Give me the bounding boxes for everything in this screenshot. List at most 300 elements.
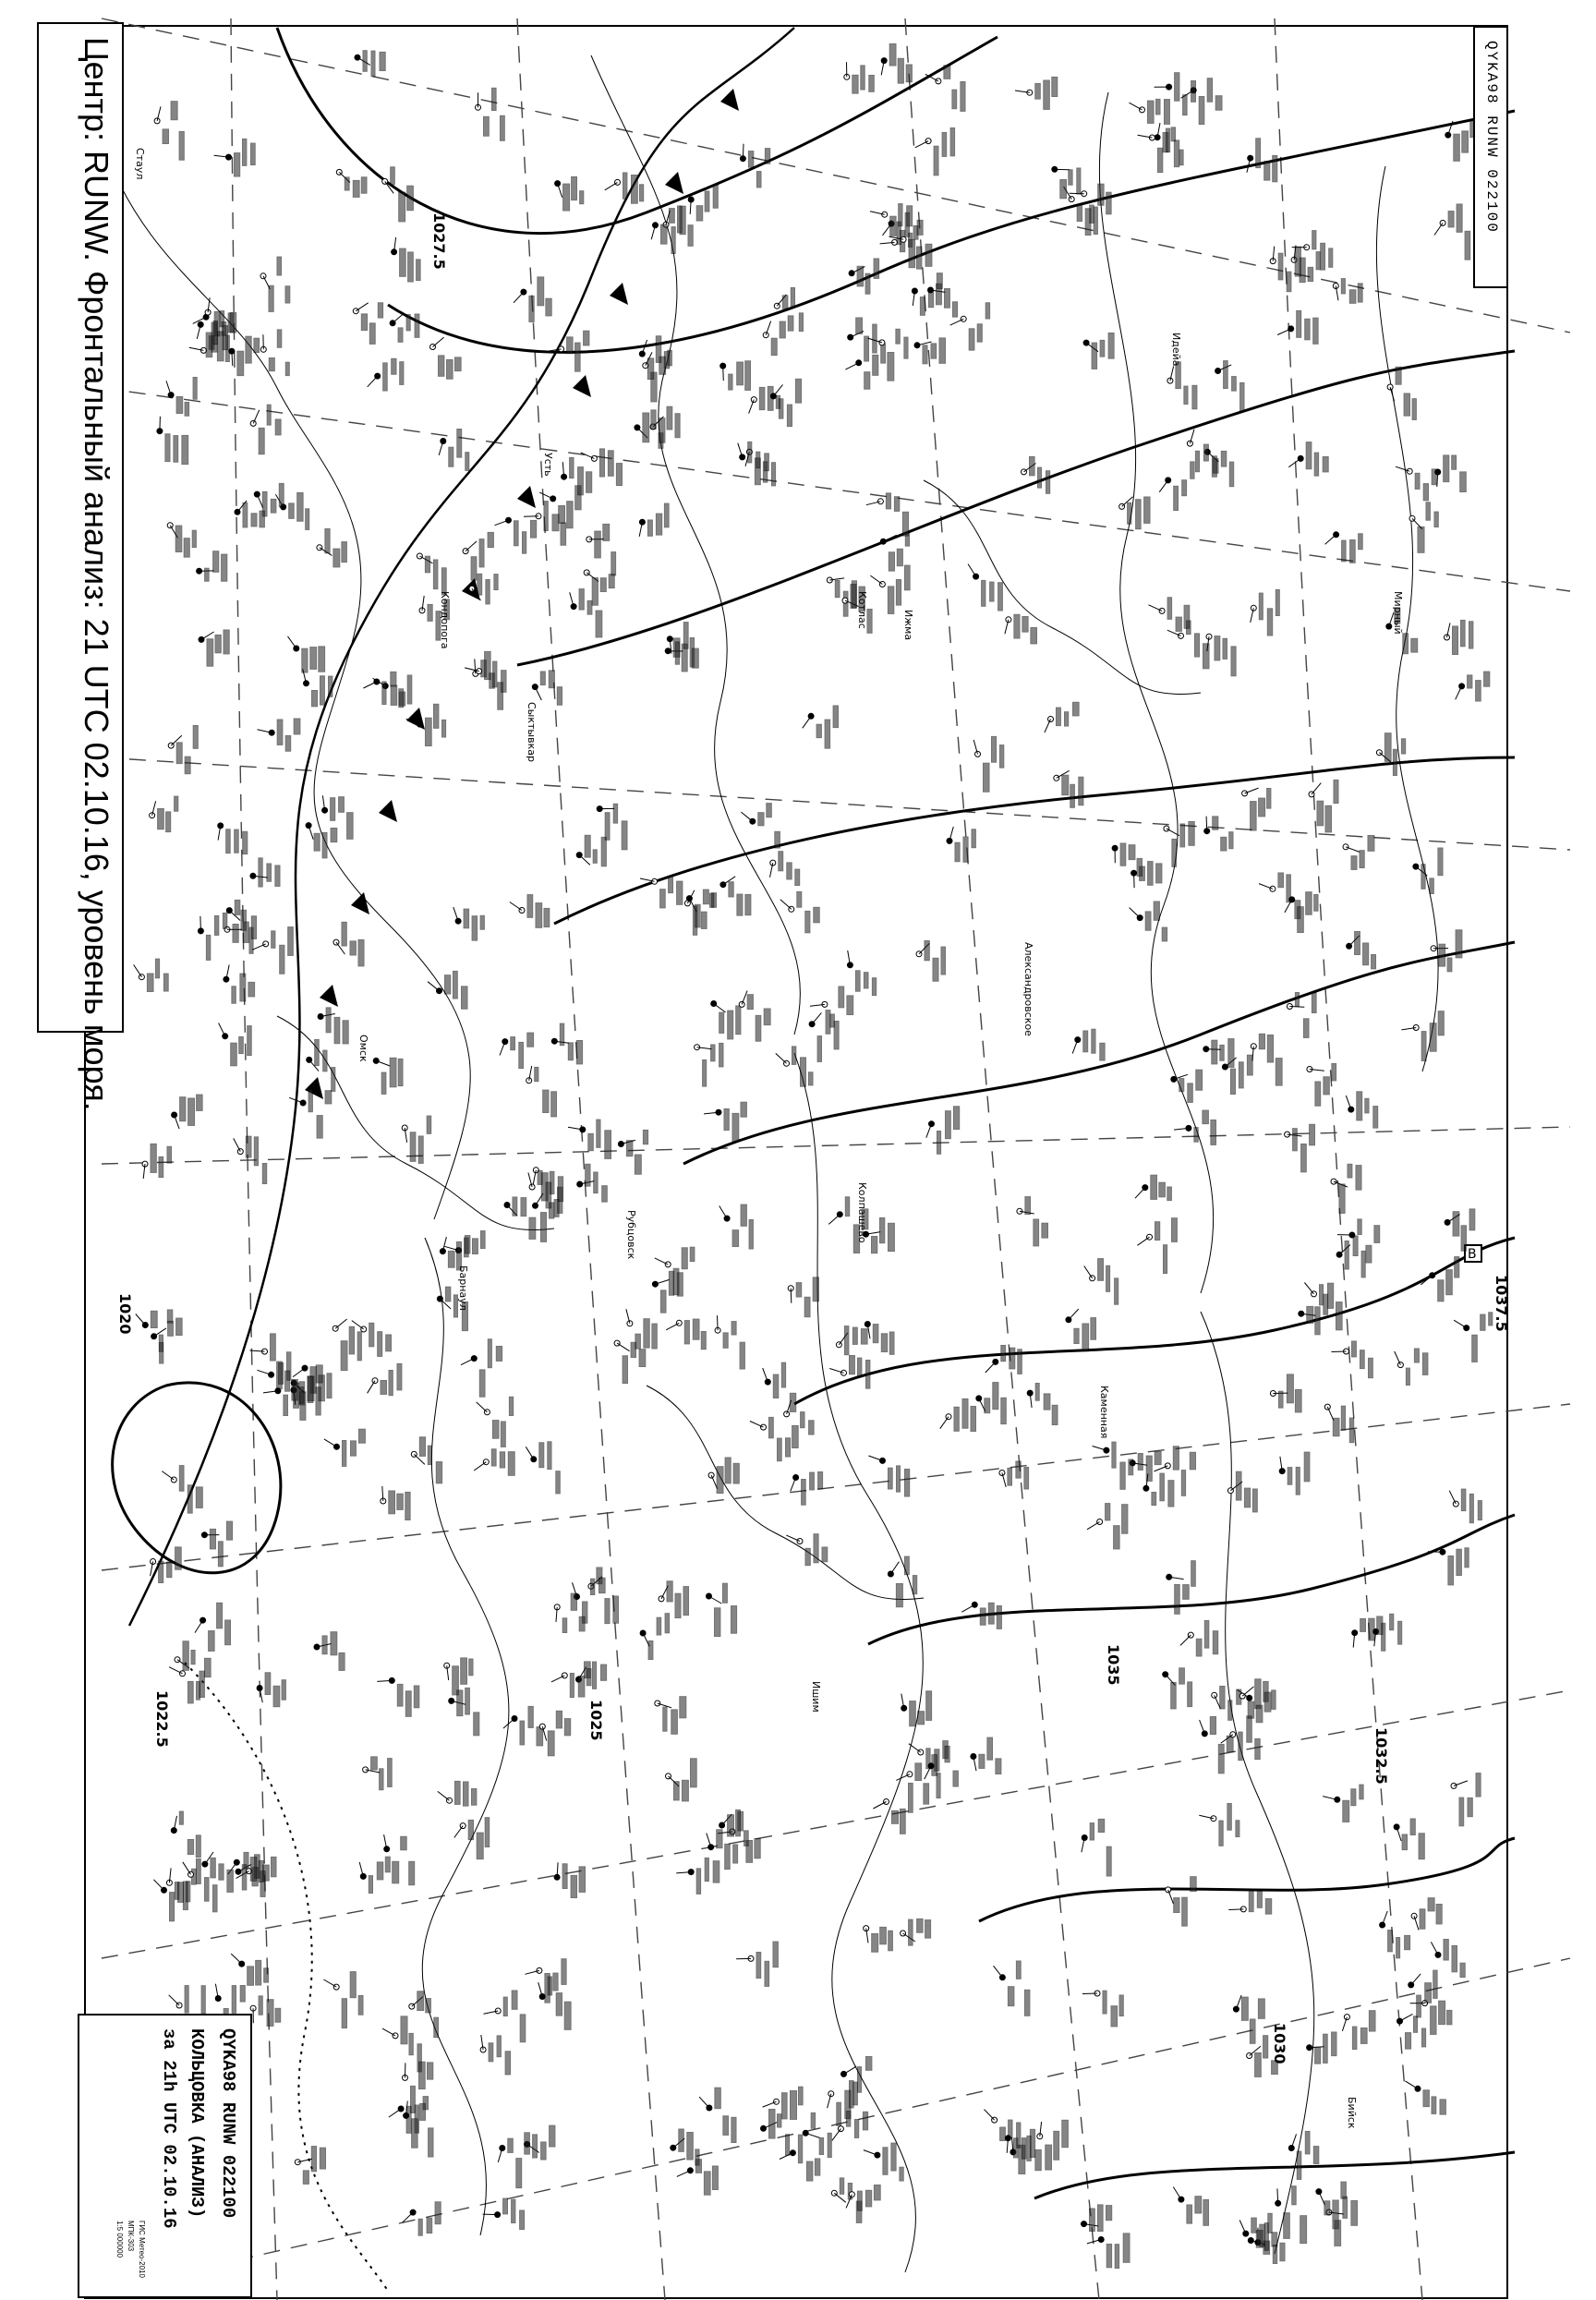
station-value-glyph: [669, 876, 673, 892]
station-value-glyph: [1325, 805, 1332, 832]
station-value-glyph: [985, 303, 989, 319]
station-value-glyph: [385, 1857, 390, 1872]
station-value-glyph: [1456, 930, 1462, 958]
station-value-glyph: [773, 1942, 778, 1967]
place-name: Колпашево: [856, 1182, 868, 1243]
station-value-glyph: [1349, 1418, 1353, 1443]
station-value-glyph: [1098, 1259, 1104, 1281]
station-value-glyph: [1423, 484, 1428, 501]
station-value-glyph: [917, 247, 922, 269]
station-value-glyph: [1090, 1823, 1094, 1840]
station-value-glyph: [1404, 393, 1409, 416]
station-value-glyph: [1159, 1182, 1166, 1197]
station-value-glyph: [1306, 892, 1312, 915]
station-value-glyph: [1250, 2019, 1255, 2043]
station-value-glyph: [890, 216, 896, 236]
station-value-glyph: [749, 1220, 753, 1250]
station-value-glyph: [342, 922, 346, 946]
station-value-glyph: [277, 330, 282, 347]
station-value-glyph: [472, 916, 477, 940]
station-value-glyph: [1251, 2218, 1257, 2233]
station-value-glyph: [1260, 2224, 1265, 2246]
station-value-glyph: [1228, 1701, 1232, 1721]
station-value-glyph: [501, 115, 505, 140]
station-value-glyph: [191, 1651, 195, 1664]
station-value-glyph: [1329, 248, 1333, 267]
station-value-glyph: [537, 1727, 543, 1746]
station-value-glyph: [363, 51, 367, 72]
station-value-glyph: [580, 191, 584, 204]
station-value-glyph: [987, 1737, 993, 1760]
station-value-glyph: [398, 1059, 403, 1085]
station-value-glyph: [969, 329, 974, 350]
station-value-glyph: [1301, 1144, 1307, 1172]
station-value-glyph: [455, 357, 462, 371]
station-value-glyph: [775, 831, 780, 848]
station-value-glyph: [855, 971, 860, 991]
station-value-glyph: [1259, 798, 1265, 817]
station-value-glyph: [1044, 1394, 1050, 1410]
station-value-glyph: [1240, 382, 1244, 411]
station-value-glyph: [850, 1356, 855, 1374]
station-value-glyph: [788, 316, 793, 331]
station-value-glyph: [544, 502, 548, 531]
station-value-glyph: [729, 374, 732, 390]
station-value-glyph: [1434, 512, 1438, 527]
station-value-glyph: [1369, 1358, 1373, 1377]
station-value-glyph: [400, 362, 404, 385]
station-value-glyph: [656, 336, 661, 363]
station-value-glyph: [755, 1839, 760, 1858]
station-value-glyph: [873, 324, 877, 353]
station-value-glyph: [635, 1155, 641, 1174]
station-value-glyph: [1069, 170, 1072, 185]
isobar-label: 1020: [116, 1293, 134, 1335]
station-value-glyph: [442, 720, 446, 737]
station-value-glyph: [1377, 1616, 1383, 1634]
station-value-glyph: [1042, 1223, 1048, 1238]
station-value-glyph: [1060, 180, 1067, 199]
station-value-glyph: [1119, 1995, 1123, 2016]
station-value-glyph: [1074, 1328, 1079, 1343]
station-value-glyph: [192, 530, 196, 547]
station-value-glyph: [326, 1008, 331, 1033]
station-value-glyph: [732, 1230, 739, 1247]
station-value-glyph: [928, 292, 933, 308]
station-value-glyph: [439, 356, 444, 376]
station-value-glyph: [294, 719, 300, 734]
station-value-glyph: [399, 689, 404, 708]
station-value-glyph: [1366, 1245, 1372, 1263]
station-value-glyph: [567, 502, 573, 528]
station-value-glyph: [1439, 944, 1445, 966]
isobar-label: 1022.5: [153, 1690, 171, 1748]
station-value-glyph: [1179, 150, 1183, 165]
station-value-glyph: [1167, 598, 1172, 620]
station-value-glyph: [1267, 789, 1271, 809]
station-value-glyph: [1196, 1639, 1202, 1656]
station-value-glyph: [1145, 912, 1151, 930]
station-value-glyph: [643, 413, 649, 442]
station-value-glyph: [925, 941, 929, 961]
station-value-glyph: [1129, 845, 1135, 860]
station-value-glyph: [224, 630, 229, 654]
station-value-glyph: [1468, 1798, 1472, 1816]
station-value-glyph: [897, 1466, 901, 1492]
station-value-glyph: [405, 1492, 410, 1519]
station-value-glyph: [801, 1058, 806, 1086]
station-value-glyph: [1447, 958, 1452, 972]
place-name: Рубцовск: [625, 1210, 637, 1260]
station-value-glyph: [226, 829, 231, 853]
station-value-glyph: [179, 1811, 183, 1824]
station-value-glyph: [732, 2117, 736, 2142]
station-value-glyph: [1213, 1631, 1217, 1654]
station-value-glyph: [1307, 1306, 1313, 1323]
station-value-glyph: [520, 1721, 525, 1745]
station-value-glyph: [426, 718, 432, 745]
place-name: Ишим: [810, 1681, 822, 1713]
station-value-glyph: [1267, 609, 1272, 636]
station-value-glyph: [1203, 2199, 1209, 2225]
station-value-glyph: [205, 1658, 212, 1677]
station-value-glyph: [1306, 442, 1312, 469]
station-value-glyph: [778, 1438, 782, 1461]
station-value-glyph: [1316, 252, 1320, 270]
station-value-glyph: [673, 1268, 679, 1294]
station-value-glyph: [235, 829, 239, 853]
station-value-glyph: [1083, 1031, 1088, 1052]
station-value-glyph: [705, 1858, 708, 1881]
station-value-glyph: [1267, 1035, 1273, 1063]
station-value-glyph: [1183, 95, 1188, 115]
station-value-glyph: [712, 2166, 718, 2190]
station-value-glyph: [891, 2143, 896, 2171]
station-value-glyph: [419, 1437, 425, 1457]
station-value-glyph: [1373, 1107, 1378, 1129]
station-value-glyph: [941, 947, 946, 974]
station-value-glyph: [343, 1021, 348, 1044]
station-value-glyph: [1324, 1077, 1329, 1095]
station-value-glyph: [1396, 1938, 1400, 1958]
station-value-glyph: [925, 244, 932, 266]
station-value-glyph: [505, 2052, 511, 2075]
station-value-glyph: [213, 321, 217, 345]
station-value-glyph: [1024, 1990, 1030, 2016]
station-value-glyph: [717, 1830, 722, 1848]
station-value-glyph: [715, 2088, 720, 2109]
station-value-glyph: [380, 1769, 383, 1790]
station-value-glyph: [1360, 1350, 1365, 1369]
station-value-glyph: [493, 661, 497, 687]
station-value-glyph: [333, 549, 340, 567]
station-value-glyph: [1363, 943, 1369, 965]
station-value-glyph: [931, 344, 937, 358]
station-value-glyph: [552, 514, 559, 531]
station-value-glyph: [608, 451, 613, 477]
station-value-glyph: [1000, 745, 1004, 769]
station-value-glyph: [799, 2087, 804, 2105]
station-value-glyph: [769, 1417, 774, 1437]
station-value-glyph: [428, 1446, 431, 1464]
station-value-glyph: [886, 493, 890, 509]
station-value-glyph: [782, 296, 788, 309]
station-value-glyph: [320, 676, 325, 705]
station-value-glyph: [1210, 1717, 1215, 1735]
station-value-glyph: [1212, 456, 1216, 477]
station-value-glyph: [1070, 784, 1075, 807]
station-value-glyph: [1255, 1679, 1261, 1709]
station-value-glyph: [536, 903, 542, 928]
station-value-glyph: [1355, 932, 1360, 955]
station-value-glyph: [1414, 1349, 1419, 1362]
station-value-glyph: [1239, 1732, 1242, 1761]
place-name: Стаул: [134, 148, 146, 180]
station-value-glyph: [1106, 1846, 1111, 1876]
station-value-glyph: [288, 927, 294, 956]
station-value-glyph: [1321, 243, 1325, 270]
station-value-glyph: [550, 2125, 555, 2147]
station-value-glyph: [316, 1365, 322, 1383]
station-value-glyph: [184, 539, 189, 557]
station-value-glyph: [1333, 1418, 1339, 1435]
station-value-glyph: [567, 337, 574, 354]
station-value-glyph: [556, 1471, 561, 1494]
station-value-glyph: [267, 405, 271, 425]
station-value-glyph: [1181, 1471, 1185, 1496]
station-value-glyph: [272, 931, 275, 948]
station-value-glyph: [899, 204, 902, 226]
station-value-glyph: [445, 975, 451, 994]
station-value-glyph: [176, 743, 182, 764]
station-value-glyph: [1100, 340, 1105, 357]
station-value-glyph: [854, 2120, 858, 2138]
station-value-glyph: [683, 623, 688, 649]
station-value-glyph: [872, 978, 876, 996]
wind-barb: [1055, 169, 1070, 170]
station-value-glyph: [509, 1397, 513, 1415]
station-value-glyph: [159, 1561, 163, 1582]
high-pressure-centre: [1465, 1245, 1481, 1262]
place-name: Идейа: [1170, 333, 1182, 367]
station-value-glyph: [677, 881, 683, 904]
station-value-glyph: [670, 209, 675, 224]
station-value-glyph: [856, 318, 863, 333]
station-value-glyph: [410, 1132, 416, 1162]
station-value-glyph: [378, 1332, 382, 1357]
station-value-glyph: [235, 900, 239, 914]
station-value-glyph: [602, 1186, 608, 1202]
station-value-glyph: [925, 1920, 931, 1939]
station-value-glyph: [861, 66, 864, 90]
station-value-glyph: [971, 1407, 976, 1432]
station-value-glyph: [405, 1691, 411, 1717]
station-value-glyph: [1191, 81, 1196, 103]
station-value-glyph: [1232, 377, 1237, 392]
station-value-glyph: [1393, 749, 1396, 775]
station-value-glyph: [811, 2112, 815, 2128]
station-value-glyph: [285, 286, 290, 303]
station-value-glyph: [1001, 1346, 1006, 1362]
station-value-glyph: [465, 1236, 470, 1253]
station-value-glyph: [339, 797, 345, 813]
station-value-glyph: [1406, 1368, 1409, 1385]
station-value-glyph: [1343, 1800, 1349, 1822]
station-value-glyph: [1046, 2145, 1052, 2170]
station-value-glyph: [813, 1277, 818, 1301]
station-value-glyph: [1255, 2053, 1262, 2077]
station-value-glyph: [222, 554, 227, 581]
station-value-glyph: [1268, 2213, 1272, 2233]
svg-text:В: В: [1468, 1247, 1477, 1262]
station-value-glyph: [183, 1641, 188, 1671]
station-value-glyph: [696, 206, 703, 221]
wind-barb: [1206, 817, 1207, 831]
station-value-glyph: [1465, 231, 1470, 260]
station-value-glyph: [533, 2135, 538, 2158]
station-value-glyph: [675, 642, 679, 664]
station-value-glyph: [1368, 836, 1374, 852]
station-value-glyph: [419, 2062, 426, 2088]
station-value-glyph: [397, 1363, 402, 1390]
station-value-glyph: [185, 1986, 188, 2013]
station-value-glyph: [1155, 1452, 1161, 1465]
station-value-glyph: [1030, 2129, 1034, 2157]
station-value-glyph: [1171, 1683, 1177, 1709]
station-value-glyph: [955, 842, 960, 862]
station-value-glyph: [826, 1011, 830, 1035]
station-value-glyph: [892, 1810, 899, 1823]
station-value-glyph: [588, 1133, 594, 1150]
station-value-glyph: [1156, 99, 1161, 115]
station-value-glyph: [155, 959, 159, 978]
station-value-glyph: [1419, 1834, 1424, 1859]
station-value-glyph: [688, 225, 693, 247]
station-value-glyph: [984, 763, 990, 792]
station-value-glyph: [331, 1632, 337, 1655]
station-value-glyph: [426, 1999, 431, 2013]
station-value-glyph: [1432, 2097, 1436, 2114]
station-value-glyph: [525, 2133, 530, 2154]
station-value-glyph: [703, 890, 708, 904]
station-value-glyph: [188, 1098, 195, 1125]
station-value-glyph: [683, 1780, 689, 1801]
station-value-glyph: [1137, 858, 1142, 876]
station-value-glyph: [285, 1371, 290, 1391]
station-value-glyph: [1251, 802, 1257, 830]
station-value-glyph: [647, 520, 652, 536]
station-value-glyph: [597, 1120, 600, 1147]
station-value-glyph: [1423, 2090, 1429, 2107]
station-value-glyph: [272, 1857, 277, 1876]
station-value-glyph: [251, 143, 256, 164]
station-value-glyph: [787, 863, 792, 879]
station-value-glyph: [1148, 101, 1155, 123]
station-value-glyph: [715, 1608, 720, 1637]
station-value-glyph: [904, 565, 910, 590]
station-value-glyph: [942, 132, 947, 156]
station-value-glyph: [1468, 675, 1472, 688]
station-value-glyph: [168, 1321, 174, 1336]
station-value-glyph: [497, 2036, 501, 2057]
station-value-glyph: [464, 909, 469, 928]
station-value-glyph: [759, 387, 765, 409]
station-value-glyph: [347, 813, 354, 840]
station-value-glyph: [643, 1130, 647, 1144]
station-value-glyph: [393, 1861, 399, 1883]
station-value-glyph: [852, 75, 858, 93]
station-value-glyph: [796, 1283, 802, 1297]
station-value-glyph: [428, 604, 432, 621]
station-value-glyph: [656, 514, 661, 535]
station-value-glyph: [489, 2043, 493, 2062]
station-value-glyph: [904, 1556, 909, 1575]
station-value-glyph: [1256, 139, 1261, 168]
station-value-glyph: [825, 720, 830, 748]
station-value-glyph: [1273, 155, 1277, 181]
station-value-glyph: [756, 172, 761, 188]
station-value-glyph: [1288, 1468, 1292, 1485]
station-value-glyph: [719, 1043, 723, 1067]
station-value-glyph: [787, 405, 792, 427]
station-value-glyph: [802, 1480, 806, 1506]
station-value-glyph: [1248, 1701, 1254, 1718]
place-name: Мирный: [1392, 591, 1404, 635]
station-value-glyph: [159, 1156, 163, 1177]
station-value-glyph: [535, 1067, 538, 1081]
station-value-glyph: [843, 591, 848, 616]
station-value-glyph: [1446, 1270, 1453, 1295]
station-value-glyph: [797, 891, 802, 907]
place-name: Барнаул: [457, 1265, 469, 1311]
station-value-glyph: [175, 1547, 182, 1569]
station-value-glyph: [1390, 1614, 1394, 1629]
station-value-glyph: [671, 1710, 678, 1734]
station-value-glyph: [888, 587, 893, 614]
station-value-glyph: [1182, 480, 1187, 496]
station-value-glyph: [1175, 1585, 1180, 1615]
station-value-glyph: [945, 1746, 949, 1761]
station-value-glyph: [289, 503, 295, 518]
station-value-glyph: [732, 1113, 739, 1141]
station-value-glyph: [435, 2202, 441, 2224]
station-value-glyph: [381, 1072, 386, 1094]
station-value-glyph: [918, 1712, 925, 1725]
station-value-glyph: [1448, 1556, 1454, 1585]
station-value-glyph: [166, 812, 171, 832]
station-value-glyph: [331, 798, 335, 821]
station-value-glyph: [457, 1690, 463, 1716]
station-value-glyph: [1430, 1023, 1436, 1052]
station-value-glyph: [1220, 1045, 1224, 1060]
station-value-glyph: [830, 1014, 835, 1027]
station-value-glyph: [1190, 1452, 1195, 1470]
station-value-glyph: [728, 1011, 733, 1039]
station-value-glyph: [223, 913, 226, 928]
station-value-glyph: [222, 322, 226, 336]
station-value-glyph: [798, 2135, 802, 2163]
station-value-glyph: [414, 1686, 419, 1708]
station-value-glyph: [285, 362, 289, 375]
station-value-glyph: [817, 1036, 821, 1062]
station-value-glyph: [315, 1040, 320, 1066]
station-value-glyph: [300, 1392, 306, 1421]
station-value-glyph: [1402, 1834, 1407, 1850]
station-value-glyph: [353, 180, 359, 197]
station-value-glyph: [667, 406, 672, 430]
station-value-glyph: [1194, 1128, 1198, 1143]
station-value-glyph: [675, 1593, 681, 1617]
